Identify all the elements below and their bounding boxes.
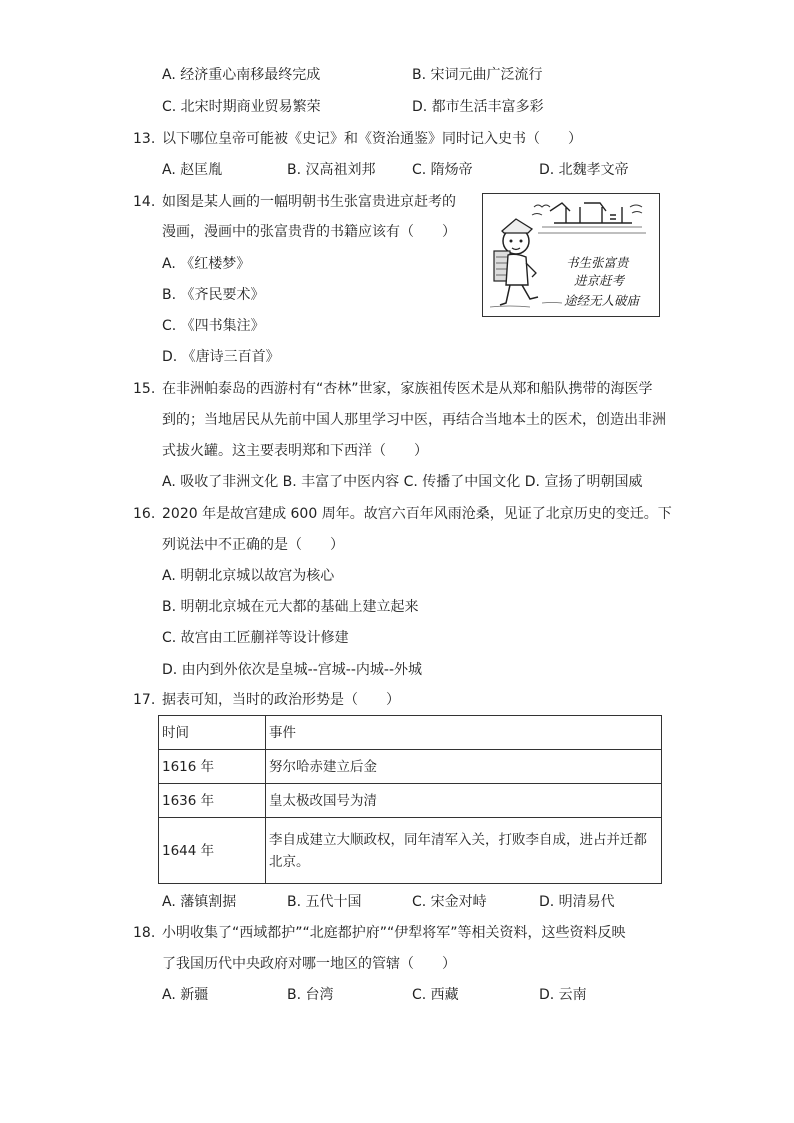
q16-option-c: C. 故宫由工匠蒯祥等设计修建: [162, 630, 349, 646]
table-row: [159, 818, 662, 884]
q16-stem-line-2: 列说法中不正确的是（ ）: [162, 537, 344, 553]
table-cell-event: [266, 818, 662, 884]
cartoon-caption-3: 途经无人破庙: [564, 293, 640, 308]
q15-options: A. 吸收了非洲文化 B. 丰富了中医内容 C. 传播了中国文化 D. 宣扬了明朝国威: [162, 474, 643, 490]
cartoon-caption-2: 进京赶考: [574, 273, 625, 288]
q13-option-c: C. 隋炀帝: [412, 162, 473, 178]
table-header-event: 事件: [266, 716, 662, 750]
q14-option-b: B. 《齐民要术》: [162, 287, 265, 303]
q12-option-c: C. 北宋时期商业贸易繁荣: [162, 99, 321, 115]
q13-option-b: B. 汉高祖刘邦: [287, 162, 376, 178]
q17-option-a: A. 藩镇割据: [162, 894, 237, 910]
table-cell-time: 1616 年: [159, 750, 266, 784]
q17-stem: 据表可知，当时的政治形势是（ ）: [162, 692, 400, 708]
table-cell-event-line-1: 李自成建立大顺政权，同年清军入关，打败李自成，进占并迁都: [269, 831, 647, 848]
q14-stem-line-2: 漫画，漫画中的张富贵背的书籍应该有（ ）: [162, 224, 456, 240]
q14-option-c: C. 《四书集注》: [162, 318, 265, 334]
q15-stem-line-2: 到的；当地居民从先前中国人那里学习中医，再结合当地本土的医术，创造出非洲: [162, 412, 666, 428]
q15-stem-line-1: 在非洲帕泰岛的西游村有“杏林”世家，家族祖传医术是从郑和船队携带的海医学: [162, 381, 653, 397]
q12-option-d: D. 都市生活丰富多彩: [412, 99, 544, 115]
table-header-time: 时间: [159, 716, 266, 750]
q17-option-c: C. 宋金对峙: [412, 894, 487, 910]
q13-number: 13.: [133, 131, 156, 147]
q12-option-a: A. 经济重心南移最终完成: [162, 67, 321, 83]
q13-option-d: D. 北魏孝文帝: [539, 162, 629, 178]
q15-number: 15.: [133, 381, 156, 397]
table-row: [159, 750, 662, 784]
q16-option-b: B. 明朝北京城在元大都的基础上建立起来: [162, 599, 419, 615]
q17-option-b: B. 五代十国: [287, 894, 362, 910]
table-cell-event-line-2: 北京。: [269, 853, 310, 870]
cartoon-caption-1: 书生张富贵: [566, 255, 629, 270]
q14-option-a: A. 《红楼梦》: [162, 256, 251, 272]
q18-stem-line-1: 小明收集了“西域都护”“北庭都护府”“伊犁将军”等相关资料，这些资料反映: [162, 925, 626, 941]
q13-stem: 以下哪位皇帝可能被《史记》和《资治通鉴》同时记入史书（ ）: [162, 131, 582, 147]
table-cell-time: 1644 年: [159, 818, 266, 884]
table-cell-time: 1636 年: [159, 784, 266, 818]
q18-number: 18.: [133, 925, 156, 941]
q12-option-b: B. 宋词元曲广泛流行: [412, 67, 543, 83]
q14-number: 14.: [133, 194, 156, 210]
q16-option-a: A. 明朝北京城以故宫为核心: [162, 568, 335, 584]
events-table: [158, 715, 662, 884]
q14-stem-line-1: 如图是某人画的一幅明朝书生张富贵进京赶考的: [162, 194, 456, 210]
scholar-cartoon-image: [482, 193, 660, 317]
q13-option-a: A. 赵匡胤: [162, 162, 223, 178]
q16-number: 16.: [133, 506, 156, 522]
q18-option-c: C. 西藏: [412, 987, 459, 1003]
q18-stem-line-2: 了我国历代中央政府对哪一地区的管辖（ ）: [162, 956, 456, 972]
table-cell-event: 努尔哈赤建立后金: [266, 750, 662, 784]
q17-option-d: D. 明清易代: [539, 894, 615, 910]
q18-option-d: D. 云南: [539, 987, 587, 1003]
table-cell-event: 皇太极改国号为清: [266, 784, 662, 818]
q16-stem-line-1: 2020 年是故宫建成 600 周年。故宫六百年风雨沧桑，见证了北京历史的变迁。下: [162, 506, 672, 522]
q14-option-d: D. 《唐诗三百首》: [162, 349, 280, 365]
q18-option-b: B. 台湾: [287, 987, 334, 1003]
table-row: [159, 784, 662, 818]
q18-option-a: A. 新疆: [162, 987, 209, 1003]
q16-option-d: D. 由内到外依次是皇城--宫城--内城--外城: [162, 662, 422, 678]
q15-stem-line-3: 式拔火罐。这主要表明郑和下西洋（ ）: [162, 443, 428, 459]
q17-number: 17.: [133, 692, 156, 708]
table-header-row: [159, 716, 662, 750]
